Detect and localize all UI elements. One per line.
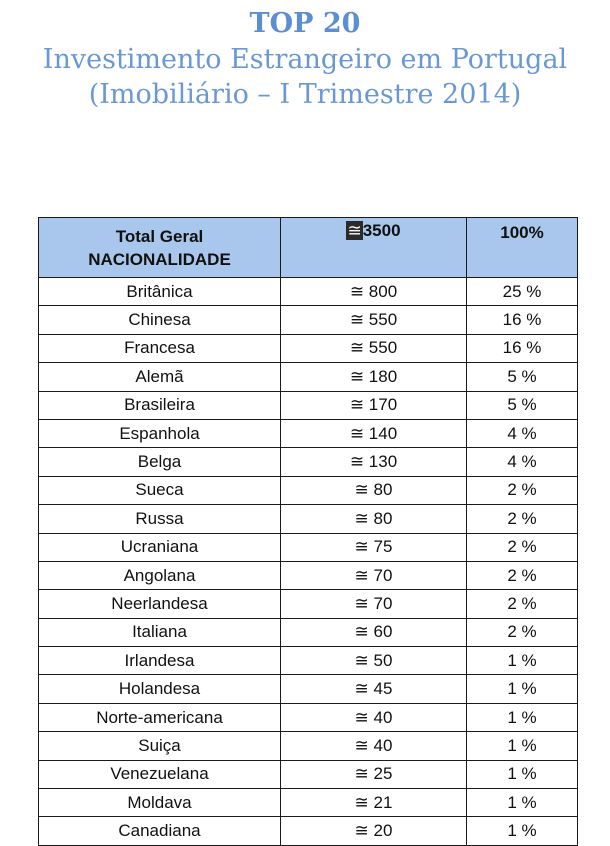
- total-geral-label: Total Geral: [115, 226, 204, 246]
- percentage-cell: 1 %: [467, 817, 578, 845]
- value-cell: ≅ 50: [281, 647, 467, 675]
- table-row: [39, 590, 578, 618]
- investment-table: [38, 217, 578, 846]
- percentage-cell: 2 %: [467, 476, 578, 504]
- value-cell: ≅ 80: [281, 476, 467, 504]
- percentage-cell: 1 %: [467, 760, 578, 788]
- page-subtitle: Investimento Estrangeiro em Portugal: [42, 44, 568, 75]
- table-row: [39, 561, 578, 589]
- value-cell: ≅ 45: [281, 675, 467, 703]
- value-cell: ≅ 80: [281, 505, 467, 533]
- value-cell: ≅ 800: [281, 278, 467, 306]
- nationality-cell: Espanhola: [39, 419, 281, 447]
- percentage-cell: 25 %: [467, 278, 578, 306]
- percentage-cell: 16 %: [467, 334, 578, 362]
- value-cell: ≅ 550: [281, 334, 467, 362]
- percentage-cell: 1 %: [467, 703, 578, 731]
- table-row: [39, 647, 578, 675]
- nationality-cell: Canadiana: [39, 817, 281, 845]
- table-row: [39, 732, 578, 760]
- value-cell: ≅ 70: [281, 561, 467, 589]
- table-row: [39, 675, 578, 703]
- value-cell: ≅ 550: [281, 306, 467, 334]
- value-cell: ≅ 40: [281, 703, 467, 731]
- percentage-cell: 2 %: [467, 618, 578, 646]
- table-row: [39, 278, 578, 306]
- nationality-cell: Sueca: [39, 476, 281, 504]
- table-header-row: [39, 218, 578, 278]
- nationality-cell: Belga: [39, 448, 281, 476]
- percentage-cell: 1 %: [467, 789, 578, 817]
- percentage-cell: 2 %: [467, 533, 578, 561]
- value-cell: ≅ 130: [281, 448, 467, 476]
- table-row: [39, 817, 578, 845]
- percentage-cell: 2 %: [467, 505, 578, 533]
- percentage-cell: 5 %: [467, 391, 578, 419]
- table-row: [39, 789, 578, 817]
- percentage-cell: 2 %: [467, 561, 578, 589]
- value-cell: ≅ 140: [281, 419, 467, 447]
- table-row: [39, 448, 578, 476]
- page-title: TOP 20: [249, 8, 361, 39]
- nationality-cell: Italiana: [39, 618, 281, 646]
- table-row: [39, 703, 578, 731]
- table-row: [39, 363, 578, 391]
- table-row: [39, 476, 578, 504]
- nationality-cell: Alemã: [39, 363, 281, 391]
- value-cell: ≅ 21: [281, 789, 467, 817]
- percentage-cell: 16 %: [467, 306, 578, 334]
- table-body: [39, 278, 578, 846]
- nationality-cell: Angolana: [39, 561, 281, 589]
- nationality-column-header: NACIONALIDADE: [88, 249, 231, 269]
- percentage-cell: 5 %: [467, 363, 578, 391]
- table-row: [39, 306, 578, 334]
- nationality-cell: Norte-americana: [39, 703, 281, 731]
- table-row: [39, 533, 578, 561]
- table-row: [39, 618, 578, 646]
- percentage-cell: 1 %: [467, 732, 578, 760]
- nationality-cell: Brasileira: [39, 391, 281, 419]
- percentage-cell: 4 %: [467, 448, 578, 476]
- nationality-cell: Neerlandesa: [39, 590, 281, 618]
- nationality-cell: Chinesa: [39, 306, 281, 334]
- nationality-cell: Moldava: [39, 789, 281, 817]
- percentage-cell: 1 %: [467, 675, 578, 703]
- nationality-cell: Francesa: [39, 334, 281, 362]
- nationality-cell: Suiça: [39, 732, 281, 760]
- header-nationality-cell: [39, 218, 281, 278]
- nationality-cell: Venezuelana: [39, 760, 281, 788]
- table-row: [39, 391, 578, 419]
- total-value: 3500: [362, 221, 401, 240]
- table-row: [39, 505, 578, 533]
- percentage-cell: 1 %: [467, 647, 578, 675]
- value-cell: ≅ 20: [281, 817, 467, 845]
- value-cell: ≅ 40: [281, 732, 467, 760]
- table-row: [39, 419, 578, 447]
- value-cell: ≅ 75: [281, 533, 467, 561]
- table-row: [39, 334, 578, 362]
- percentage-cell: 2 %: [467, 590, 578, 618]
- nationality-cell: Holandesa: [39, 675, 281, 703]
- value-cell: ≅ 25: [281, 760, 467, 788]
- value-cell: ≅ 170: [281, 391, 467, 419]
- percentage-cell: 4 %: [467, 419, 578, 447]
- nationality-cell: Britânica: [39, 278, 281, 306]
- nationality-cell: Irlandesa: [39, 647, 281, 675]
- approx-symbol-highlight: ≅: [347, 221, 362, 240]
- nationality-cell: Ucraniana: [39, 533, 281, 561]
- page-period: (Imobiliário – I Trimestre 2014): [88, 79, 522, 110]
- table-row: [39, 760, 578, 788]
- value-cell: ≅ 70: [281, 590, 467, 618]
- value-cell: ≅ 180: [281, 363, 467, 391]
- total-percentage: 100%: [500, 223, 544, 242]
- nationality-cell: Russa: [39, 505, 281, 533]
- document-header: [0, 6, 610, 112]
- header-total-pct-cell: [467, 218, 578, 278]
- header-total-value-cell: [281, 218, 467, 278]
- value-cell: ≅ 60: [281, 618, 467, 646]
